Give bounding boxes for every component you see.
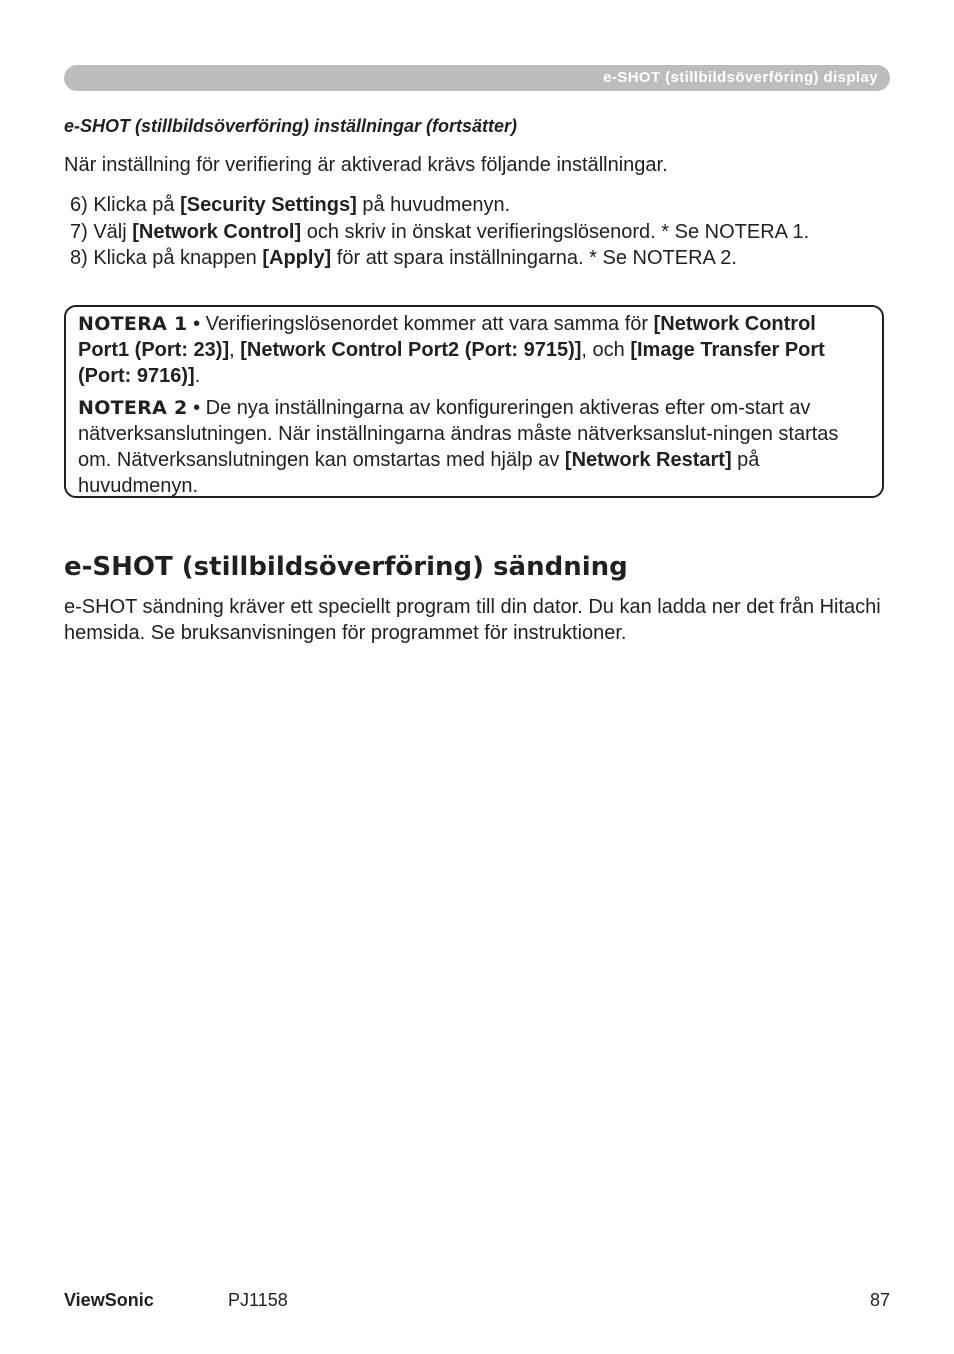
- step-text: för att spara inställningarna. * Se NOTERA 2.: [331, 247, 737, 269]
- step-text: 7) Välj: [70, 220, 133, 243]
- step-text: 8) Klicka på knappen: [70, 247, 263, 269]
- step-text: och skriv in önskat verifieringslösenord. * Se NOTERA 1.: [301, 220, 810, 243]
- step-menu-item: [Network Control]: [132, 220, 302, 243]
- step-text: på huvudmenyn.: [356, 194, 511, 216]
- note-text: • De nya inställningarna av konfigureringen aktiveras efter om-start av nätverksanslutningen. När inställningarna ändras måste nätverksanslut-ningen startas om. Nätverksanslutningen kan omstartas med hjälp av: [78, 397, 839, 471]
- footer-model: PJ1158: [228, 1290, 288, 1310]
- footer-brand: ViewSonic: [64, 1290, 154, 1310]
- note-2: [78, 395, 872, 499]
- note-bold: [Network Control Port1 (Port: 23)]: [78, 313, 816, 361]
- subsection-title: e-SHOT (stillbildsöverföring) inställningar (fortsätter): [64, 116, 518, 136]
- intro-paragraph: När inställning för verifiering är aktiverad krävs följande inställningar.: [64, 154, 668, 176]
- step-text: 6) Klicka på: [70, 194, 181, 216]
- step-item: [70, 245, 809, 272]
- header-bar: [64, 65, 890, 91]
- note-text: ,: [229, 339, 241, 361]
- steps-list: [70, 192, 809, 272]
- note-2-label: NOTERA 2: [78, 397, 188, 419]
- step-menu-item: [Security Settings]: [180, 194, 357, 216]
- note-box: [64, 305, 884, 498]
- note-1-label: NOTERA 1: [78, 313, 188, 335]
- step-item: [70, 192, 809, 219]
- step-item: [70, 219, 809, 246]
- note-text: • Verifieringslösenordet kommer att vara samma för: [187, 313, 654, 335]
- page-number: 87: [869, 1290, 890, 1310]
- note-text: på huvudmenyn.: [78, 449, 760, 497]
- note-bold: [Image Transfer Port (Port: 9716)]: [78, 339, 825, 387]
- header-title: e-SHOT (stillbildsöverföring) display: [603, 69, 878, 86]
- note-1: [78, 311, 872, 389]
- step-menu-item: [Apply]: [262, 247, 332, 269]
- section-body: e-SHOT sändning kräver ett speciellt program till din dator. Du kan ladda ner det från Hitachi hemsida. Se bruksanvisningen för programmet för instruktioner.: [64, 596, 881, 644]
- note-text: .: [194, 365, 201, 387]
- section-title: e-SHOT (stillbildsöverföring) sändning: [64, 552, 628, 582]
- note-bold: [Network Control Port2 (Port: 9715)]: [240, 339, 582, 361]
- note-text: , och: [581, 339, 631, 361]
- note-bold: [Network Restart]: [564, 449, 732, 471]
